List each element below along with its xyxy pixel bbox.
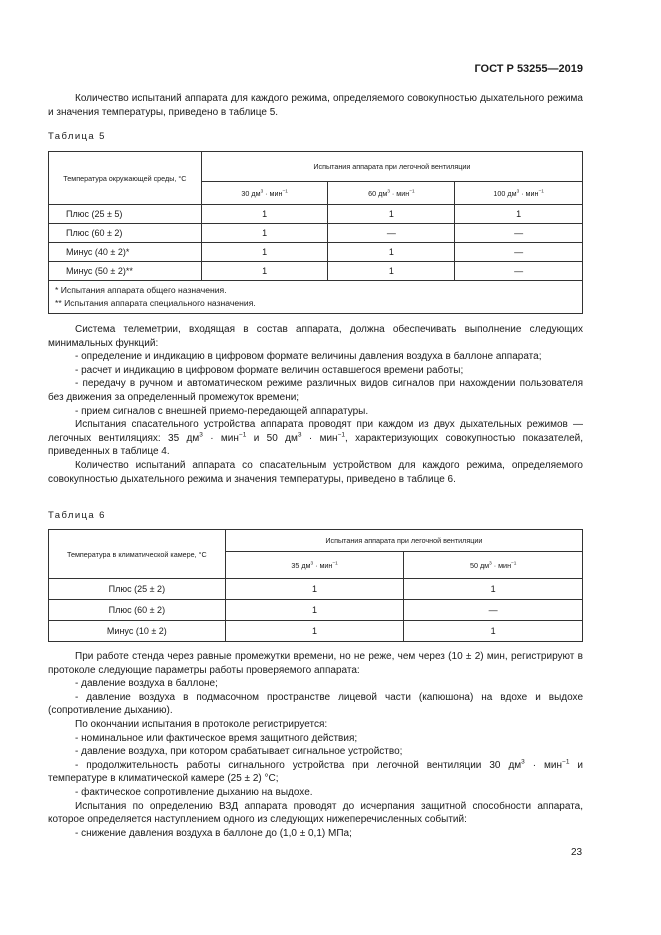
intro-paragraph: Количество испытаний аппарата для каждого режима, определяемого совокупностью дыхательного режима и значения температуры, приведено в таблице 5. bbox=[48, 93, 583, 118]
table-row: Плюс (60 ± 2) 1 — — bbox=[49, 224, 583, 243]
table6-vent-35: 35 $дм^3 \cdot мин^{-1}$ bbox=[225, 552, 404, 579]
table6-temp-header: Температура в климатической камере, °С bbox=[49, 530, 226, 579]
table6-vent-50: 50 $дм^3 \cdot мин^{-1}$ bbox=[404, 552, 583, 579]
table-row: Минус (10 ± 2) 1 1 bbox=[49, 621, 583, 642]
table-row: Минус (40 ± 2)* 1 1 — bbox=[49, 243, 583, 262]
table5 bbox=[48, 151, 583, 314]
table5-vent-100: 100 $дм^3 \cdot мин^{-1}$ bbox=[455, 182, 583, 205]
table5-notes: * Испытания аппарата общего назначения. ** Испытания аппарата специального назначения. bbox=[49, 281, 583, 314]
table-row: Плюс (25 ± 5) 1 1 1 bbox=[49, 205, 583, 224]
page-number: 23 bbox=[571, 847, 583, 858]
table6-group-header: Испытания аппарата при легочной вентиляции bbox=[225, 530, 582, 552]
table5-vent-60: 60 $дм^3 \cdot мин^{-1}$ bbox=[328, 182, 455, 205]
table-row: Плюс (25 ± 2) 1 1 bbox=[49, 579, 583, 600]
table5-caption: Таблица 5 bbox=[48, 131, 106, 142]
table-row: Минус (50 ± 2)** 1 1 — bbox=[49, 262, 583, 281]
telemetry-section: Система телеметрии, входящая в состав аппарата, должна обеспечивать выполнение следующих минимальных функций: - определение и индикацию в цифровом формате величины давления воздуха в баллоне аппарата; - расчет и индикацию в цифровом формате величин оставшегося времени работы; - передачу в ручном и автоматическом режиме различных видов сигналов при нахождении пользователя без движения за определенный промежуток времени; - прием сигналов с внешней приемо-передающей аппаратуры. Испытания спасательного устройства аппарата проводят при каждом из двух дыхательных режимов — легочных вентиляциях: 35 $дм^3 \cdot мин^{-1}$ и 50 $дм^3 \cdot мин^{-1}$, характеризующих совокупностью показателей, приведенных в таблице 4. Количество испытаний аппарата со спасательным устройством для каждого режима, определяемого совокупностью дыхательного режима и значения температуры, приведено в таблице 6. bbox=[48, 324, 584, 485]
table6-caption: Таблица 6 bbox=[48, 510, 106, 521]
table-row: Плюс (60 ± 2) 1 — bbox=[49, 600, 583, 621]
table5-vent-30: 30 $дм^3 \cdot мин^{-1}$ bbox=[201, 182, 328, 205]
table5-temp-header: Температура окружающей среды, °С bbox=[49, 152, 202, 205]
table5-group-header: Испытания аппарата при легочной вентиляции bbox=[201, 152, 582, 182]
standard-number: ГОСТ Р 53255—2019 bbox=[474, 63, 583, 75]
stand-section: При работе стенда через равные промежутки времени, но не реже, чем через (10 ± 2) мин, регистрируют в протоколе следующие параметры работы проверяемого аппарата: - давление воздуха в баллоне; - давление воздуха в подмасочном пространстве лицевой части (капюшона) на вдохе и выдохе (сопротивление дыханию). По окончании испытания в протоколе регистрируется: - номинальное или фактическое время защитного действия; - давление воздуха, при котором срабатывает сигнальное устройство; - продолжительность работы сигнального устройства при легочной вентиляции 30 $дм^3 \cdot мин^{-1}$ и температуре в климатической камере (25 ± 2) °С; - фактическое сопротивление дыханию на выдохе. Испытания по определению ВЗД аппарата проводят до исчерпания защитной способности аппарата, которое определяется наступлением одного из следующих нижеперечисленных событий: - снижение давления воздуха в баллоне до (1,0 ± 0,1) МПа; bbox=[48, 651, 583, 839]
table6 bbox=[48, 529, 583, 642]
